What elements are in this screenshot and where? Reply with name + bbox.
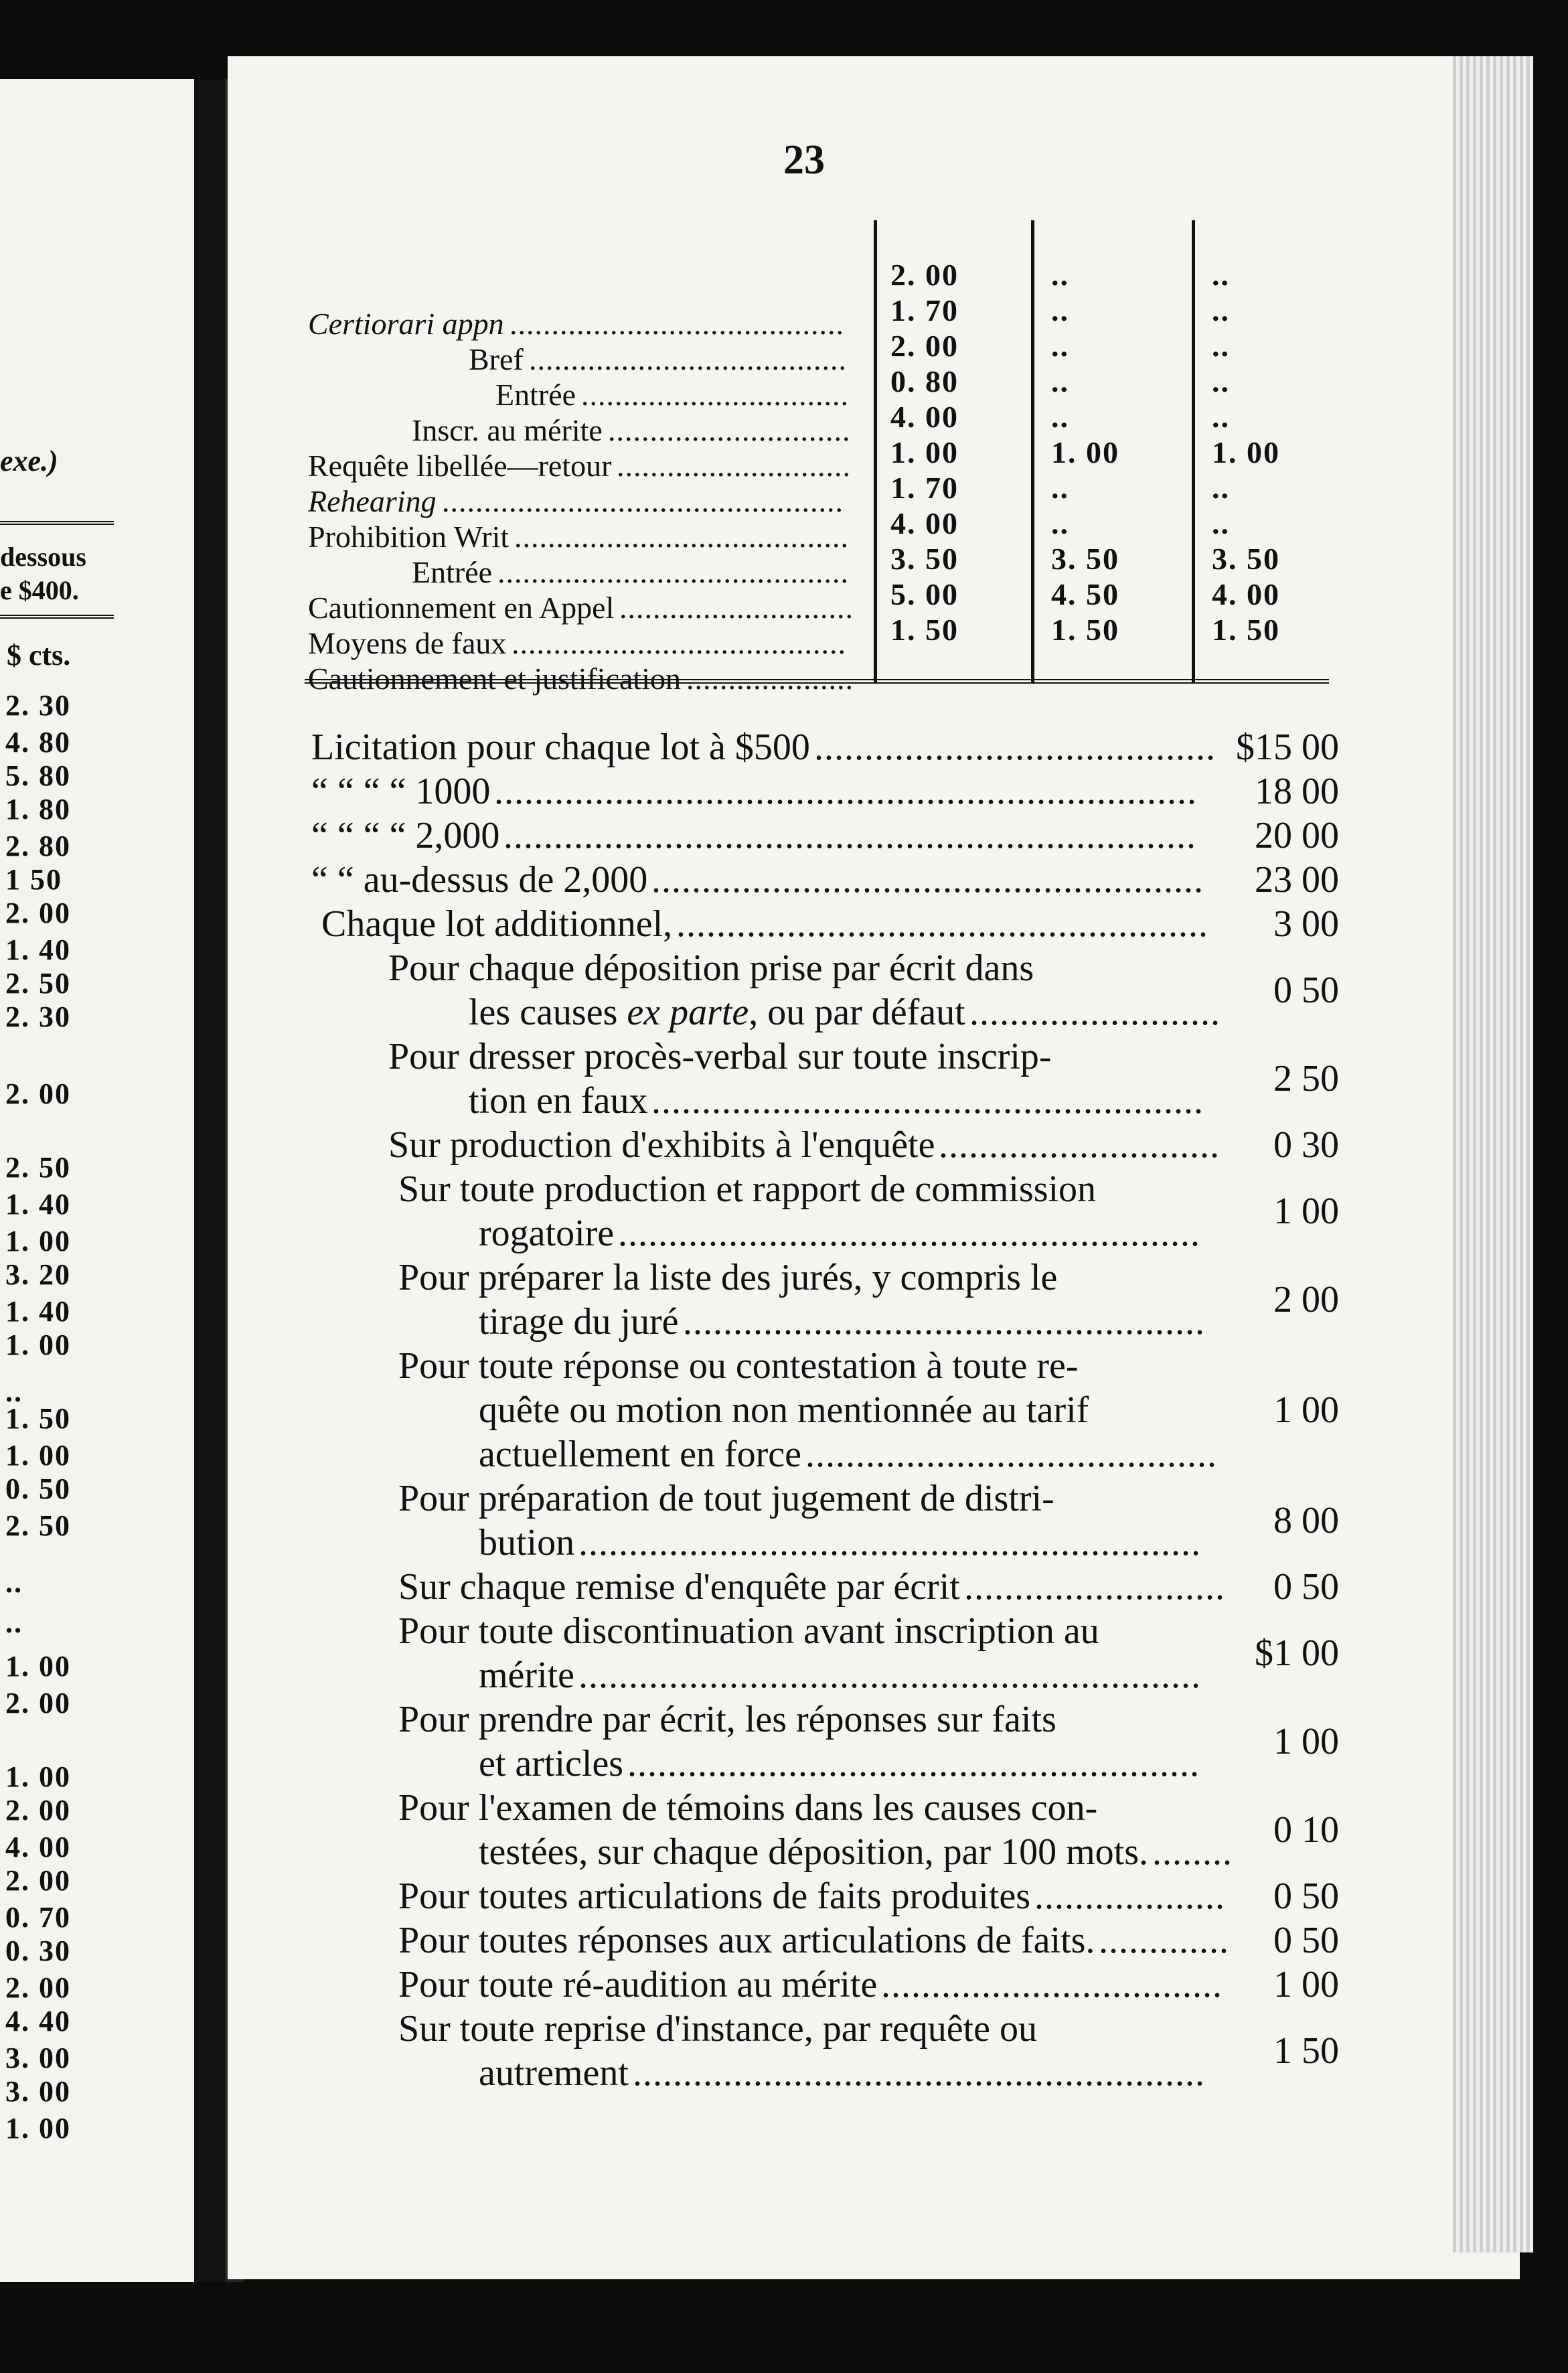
leader-dots: ........................................ [509,307,844,341]
table-cell-c3: 1. 00 [1212,435,1280,469]
left-page-value: 1. 00 [5,1650,71,1683]
fee-price: 0 30 [1273,1124,1339,1166]
fee-item-text: Pour préparer la liste des jurés, y compris le [398,1257,1058,1298]
table-cell-c3: .. [1212,400,1230,434]
leader-dots: ......................................................... [633,2052,1205,2094]
left-page-value: 3. 00 [5,2042,71,2074]
table-cell-c2: .. [1051,258,1069,292]
left-page-value: 3. 00 [5,2075,71,2108]
leader-dots: ........................................ [814,726,1216,768]
left-page-value: 4. 40 [5,2005,71,2038]
fee-item-continuation [469,1079,647,1122]
fee-price: 1 00 [1273,1721,1339,1762]
fee-price: 0 50 [1273,1566,1339,1608]
fee-price: 1 00 [1273,1191,1339,1232]
leader-dots: ........ [1152,1831,1233,1873]
fee-item-text: Sur toute production et rapport de commission [398,1168,1097,1210]
fee-item-continuation [479,1521,574,1564]
table-cell-c3: .. [1212,293,1230,327]
left-page-value: 1. 80 [5,793,71,826]
table-cell-c1: 1. 50 [890,613,959,647]
table-cell-c3: .. [1212,506,1230,540]
fee-item-text: Sur chaque remise d'enquête par écrit [398,1566,960,1608]
fee-item-text: Pour préparation de tout jugement de distri- [398,1478,1054,1519]
book-binding-gutter [194,79,225,2282]
fee-price: 1 00 [1273,1389,1339,1431]
table-column-rule-1 [874,220,877,682]
fee-item-text: Pour toutes articulations de faits produites [398,1876,1031,1917]
leader-dots: .......................................................... [618,1213,1200,1254]
left-page-value: 2. 00 [5,1794,71,1827]
table-row-label: Certiorari appn [308,307,504,341]
left-page-rule-top [0,521,114,525]
fee-item-continuation: actuellement en force [479,1434,801,1475]
leader-dots: ....................................................... [651,1080,1204,1122]
table-row-label: Inscr. au mérite [412,413,603,447]
table-cell-c3: .. [1212,364,1230,398]
leader-dots: ..................................................... [676,903,1208,945]
table-cell-c1: 1. 70 [890,293,959,327]
table-cell-c1: 2. 00 [890,258,959,292]
continuation-text-tail: , ou par défaut [749,992,965,1033]
leader-dots: ............................ [617,449,851,483]
left-page-value: 1. 50 [5,1402,71,1435]
table-cell-c1: 4. 00 [890,400,959,434]
table-cell-c2: 4. 50 [1051,577,1119,611]
leader-dots: ...................................................................... [494,771,1197,812]
continuation-text: les causes [469,992,627,1033]
left-page-value: 1. 00 [5,1328,71,1361]
left-page-value: 2. 30 [5,689,71,722]
leader-dots: ....................................................... [651,859,1204,901]
continuation-text: tion en faux [469,1080,648,1122]
fee-item-text: Pour prendre par écrit, les réponses sur faits [398,1699,1056,1740]
leader-dots: ............................ [619,591,854,625]
left-page-value: 2. 00 [5,1687,71,1719]
left-page-value: .. [5,1606,23,1639]
left-page-value: 2. 50 [5,1509,71,1542]
fee-price: 2 00 [1273,1279,1339,1320]
leader-dots: ............................. [608,413,851,447]
left-page-tag: exe.) [0,445,58,477]
left-page-value: 2. 50 [5,967,71,1000]
left-page-value: 2. 00 [5,897,71,929]
fee-item-continuation [479,1654,574,1697]
fee-item-text: Chaque lot additionnel, [321,903,673,945]
left-page-value: 0. 30 [5,1934,71,1967]
left-page-value: 2. 50 [5,1151,71,1184]
fee-item-text: “ “ “ “ 2,000 [311,815,500,856]
table-row-label: Requête libellée—retour [308,449,612,483]
left-page-value: 1. 40 [5,1295,71,1328]
left-page-value: 4. 00 [5,1831,71,1863]
fee-item-continuation [479,2052,629,2094]
fee-price: 0 10 [1273,1809,1339,1851]
page-number: 23 [783,137,825,183]
left-page-rule-bottom [0,615,114,619]
fee-item-continuation [479,1300,679,1343]
fee-price: $15 00 [1236,726,1339,768]
continuation-text: quête ou motion non mentionnée au tarif [479,1389,1089,1431]
fee-price: $1 00 [1255,1632,1339,1674]
fee-item-text: “ “ “ “ 1000 [311,771,491,812]
leader-dots: ...................................... [529,342,847,376]
leader-dots: ......................................... [805,1434,1217,1475]
leader-dots: ......................................................... [627,1743,1200,1784]
fee-price: 3 00 [1273,903,1339,945]
continuation-text: mérite [479,1655,575,1696]
page-23 [228,56,1520,2279]
left-page-value: 2. 00 [5,1864,71,1897]
fee-item-text: Licitation pour chaque lot à $500 [311,726,810,768]
fee-item-text: “ “ au-dessus de 2,000 [311,859,648,901]
left-page-value: 2. 30 [5,1000,71,1033]
table-column-rule-2 [1031,220,1034,682]
leader-dots: .................................. [881,1964,1223,2005]
table-cell-c2: 1. 50 [1051,613,1119,647]
table-cell-c1: 4. 00 [890,506,959,540]
fee-item-text: Sur toute reprise d'instance, par requête ou [398,2008,1037,2050]
left-page-value: .. [5,1566,23,1599]
fee-price: 23 00 [1255,859,1339,901]
table-cell-c3: 3. 50 [1212,542,1280,576]
table-cell-c2: .. [1051,293,1069,327]
table-row-label: Entrée [495,378,576,412]
continuation-italic: ex parte [627,992,749,1033]
table-row-label: Entrée [412,555,493,589]
table-cell-c2: .. [1051,506,1069,540]
left-page-header-line1: dessous [0,542,86,572]
table-cell-c2: .. [1051,364,1069,398]
table-row-label: Prohibition Writ [308,520,509,554]
left-page-value: 1. 00 [5,2112,71,2145]
table-cell-c1: 0. 80 [890,364,959,398]
fee-item-text: Pour l'examen de témoins dans les causes con- [398,1787,1098,1829]
fee-item-text: Pour toute discontinuation avant inscription au [398,1610,1099,1652]
fee-item-text: Pour toutes réponses aux articulations de faits. [398,1920,1095,1961]
leader-dots: ........................................ [512,626,846,660]
continuation-text: autrement [479,2052,629,2094]
left-page-value: 4. 80 [5,726,71,759]
fee-price: 0 50 [1273,1876,1339,1917]
table-cell-c1: 1. 00 [890,435,959,469]
leader-dots: .............................................................. [578,1522,1201,1563]
leader-dots: ........................................ [514,520,849,554]
table-cell-c1: 2. 00 [890,329,959,363]
fee-price: 1 50 [1273,2030,1339,2072]
fee-item-continuation [479,1742,623,1785]
leader-dots: .......................................... [497,555,849,589]
fee-price: 2 50 [1273,1058,1339,1099]
table-row-label: Cautionnement et justification [308,662,681,696]
continuation-text: et articles [479,1743,624,1784]
table-cell-c2: .. [1051,329,1069,363]
leader-dots: ............. [1099,1920,1229,1961]
table-cell-c3: .. [1212,471,1230,505]
fee-price: 0 50 [1273,970,1339,1011]
fee-item-text: Pour toute ré-audition au mérite [398,1964,878,2005]
continuation-text: bution [479,1522,575,1563]
table-cell-c3: 4. 00 [1212,577,1280,611]
table-cell-c1: 1. 70 [890,471,959,505]
left-page-value: 1 50 [5,863,62,896]
fee-item-continuation [479,1831,1148,1873]
leader-dots: .............................................................. [578,1655,1201,1696]
fee-item-continuation [479,1389,1089,1432]
fee-item-text: Pour chaque déposition prise par écrit dans [388,947,1034,989]
table-row-label: Rehearing [308,484,437,518]
table-cell-c3: .. [1212,258,1230,292]
leader-dots: ................................................ [442,484,844,518]
left-page-col-header: $ cts. [7,639,71,672]
leader-dots: ..................................................................... [503,815,1196,856]
continuation-text: rogatoire [479,1213,615,1254]
left-page-value: 1. 00 [5,1225,71,1257]
fee-item-text: Sur production d'exhibits à l'enquête [388,1124,935,1166]
left-page-value: 2. 00 [5,1971,71,2004]
table-cell-c2: 1. 00 [1051,435,1119,469]
left-page-value: .. [5,1375,23,1408]
table-cell-c1: 3. 50 [890,542,959,576]
table-cell-c2: 3. 50 [1051,542,1119,576]
leader-dots: ................................ [581,378,849,412]
table-row-label: Moyens de faux [308,626,507,660]
left-page-value: 3. 20 [5,1258,71,1291]
table-cell-c1: 5. 00 [890,577,959,611]
leader-dots: ................... [1034,1876,1225,1917]
continuation-text: testées, sur chaque déposition, par 100 mots. [479,1831,1149,1873]
leader-dots: ............................ [939,1124,1220,1166]
table-bottom-rule [305,679,1329,684]
left-page-value: 5. 80 [5,759,71,792]
leader-dots: .......................... [964,1566,1225,1608]
left-page-value: 1. 00 [5,1439,71,1472]
fee-item-text: Pour toute réponse ou contestation à toute re- [398,1345,1079,1387]
table-column-rule-3 [1192,220,1195,682]
fee-item-continuation [469,991,965,1034]
fee-item-text: Pour dresser procès-verbal sur toute inscrip- [388,1036,1052,1077]
left-page-value: 2. 00 [5,1077,71,1110]
left-page-value: 0. 70 [5,1901,71,1934]
fee-price: 8 00 [1273,1500,1339,1541]
fee-price: 20 00 [1255,815,1339,856]
continuation-text: tirage du juré [479,1301,679,1343]
fee-price: 0 50 [1273,1920,1339,1961]
previous-page-fragment [0,79,194,2282]
left-page-header-line2: e $400. [0,575,79,605]
left-page-value: 1. 40 [5,933,71,966]
leader-dots: .................................................... [683,1301,1205,1343]
table-cell-c2: .. [1051,471,1069,505]
left-page-value: 2. 80 [5,830,71,862]
left-page-value: 0. 50 [5,1472,71,1505]
fee-price: 1 00 [1273,1964,1339,2005]
table-row-label: Bref [469,342,524,376]
table-cell-c3: 1. 50 [1212,613,1280,647]
left-page-value: 1. 40 [5,1188,71,1221]
left-page-value: 1. 00 [5,1760,71,1793]
fee-item-continuation [479,1212,614,1255]
leader-dots: ......................... [969,992,1221,1033]
table-cell-c3: .. [1212,329,1230,363]
table-row-label: Cautionnement en Appel [308,591,615,625]
page-stack-edge [1453,56,1533,2252]
fee-price: 18 00 [1255,771,1339,812]
table-cell-c2: .. [1051,400,1069,434]
leader-dots: .................... [686,662,854,696]
